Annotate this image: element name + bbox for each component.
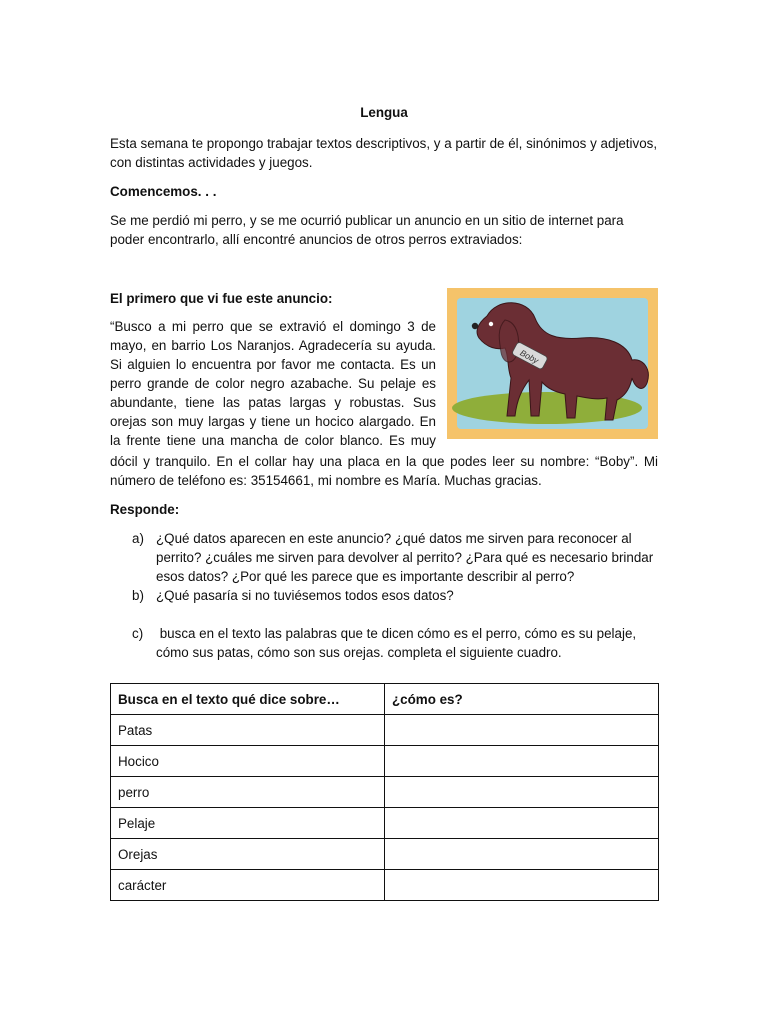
question-label: b): [132, 588, 144, 603]
table-row: [111, 777, 659, 808]
question-list: [132, 529, 662, 662]
ad-line: “Busco a mi perro que se extravió el domingo 3 de: [110, 319, 436, 334]
ad-line: Si alguien lo encuentra por favor me contacta. Es un: [110, 357, 436, 372]
dog-nose: [472, 323, 478, 329]
start-heading: Comencemos. . .: [110, 184, 217, 199]
row-label: perro: [111, 777, 385, 808]
page-title: Lengua: [360, 105, 408, 120]
answer-table: [110, 683, 659, 901]
question-item: [132, 586, 662, 605]
answer-cell[interactable]: [385, 746, 659, 777]
row-label: Patas: [111, 715, 385, 746]
table-row: [111, 808, 659, 839]
table-header-answer: ¿cómo es?: [385, 684, 659, 715]
ad-line: abundante, tiene las patas largas y robustas. Sus: [110, 395, 436, 410]
table-row: [111, 839, 659, 870]
ad-line: mayo, en barrio Los Naranjos. Agradecería su ayuda.: [110, 338, 436, 353]
ad-line: la frente tiene una mancha de color blanco. Es muy: [110, 433, 436, 448]
dog-illustration: [447, 288, 658, 439]
answer-cell[interactable]: [385, 808, 659, 839]
table-row: [111, 870, 659, 901]
row-label: Orejas: [111, 839, 385, 870]
table-header-row: [111, 684, 659, 715]
row-label: Pelaje: [111, 808, 385, 839]
question-label: c): [132, 626, 144, 641]
intro-paragraph: Esta semana te propongo trabajar textos descriptivos, y a partir de él, sinónimos y adjetivos, con distintas actividades y juegos.: [110, 136, 658, 170]
tag-name: Boby: [518, 347, 541, 366]
ad-heading: El primero que vi fue este anuncio:: [110, 291, 333, 306]
answer-cell[interactable]: [385, 870, 659, 901]
table-header-topic: Busca en el texto qué dice sobre…: [111, 684, 385, 715]
row-label: carácter: [111, 870, 385, 901]
ad-line: perro grande de color negro azabache. Su pelaje es: [110, 376, 436, 391]
answer-cell[interactable]: [385, 777, 659, 808]
story-paragraph: Se me perdió mi perro, y se me ocurrió publicar un anuncio en un sitio de internet para poder encontrarlo, allí encontré anuncios de otros perros extraviados:: [110, 213, 624, 247]
question-item: [132, 624, 662, 662]
dog-eye: [489, 322, 493, 326]
answer-cell[interactable]: [385, 839, 659, 870]
table-row: [111, 746, 659, 777]
question-label: a): [132, 531, 144, 546]
ad-text-wrapped: [110, 317, 436, 450]
respond-heading: Responde:: [110, 502, 180, 517]
ad-line: orejas son muy largas y tiene un hocico alargado. En: [110, 414, 436, 429]
table-row: [111, 715, 659, 746]
ad-text-rest: dócil y tranquilo. En el collar hay una placa en la que podes leer su nombre: “Boby”. Mi número de teléfono es: 35154661, mi nombre es María. Muchas gracias.: [110, 454, 658, 488]
row-label: Hocico: [111, 746, 385, 777]
question-text: ¿Qué pasaría si no tuviésemos todos esos datos?: [156, 588, 454, 603]
answer-cell[interactable]: [385, 715, 659, 746]
question-item: [132, 529, 662, 586]
question-text: ¿Qué datos aparecen en este anuncio? ¿qué datos me sirven para reconocer al perrito? ¿cuáles me sirven para devolver al perrito? ¿Para qué es necesario brindar esos datos? ¿Por qué les parece que es importante describir al perro?: [156, 531, 654, 584]
question-text: busca en el texto las palabras que te dicen cómo es el perro, cómo es su pelaje, cómo sus patas, cómo son sus orejas. completa el siguiente cuadro.: [156, 626, 640, 660]
